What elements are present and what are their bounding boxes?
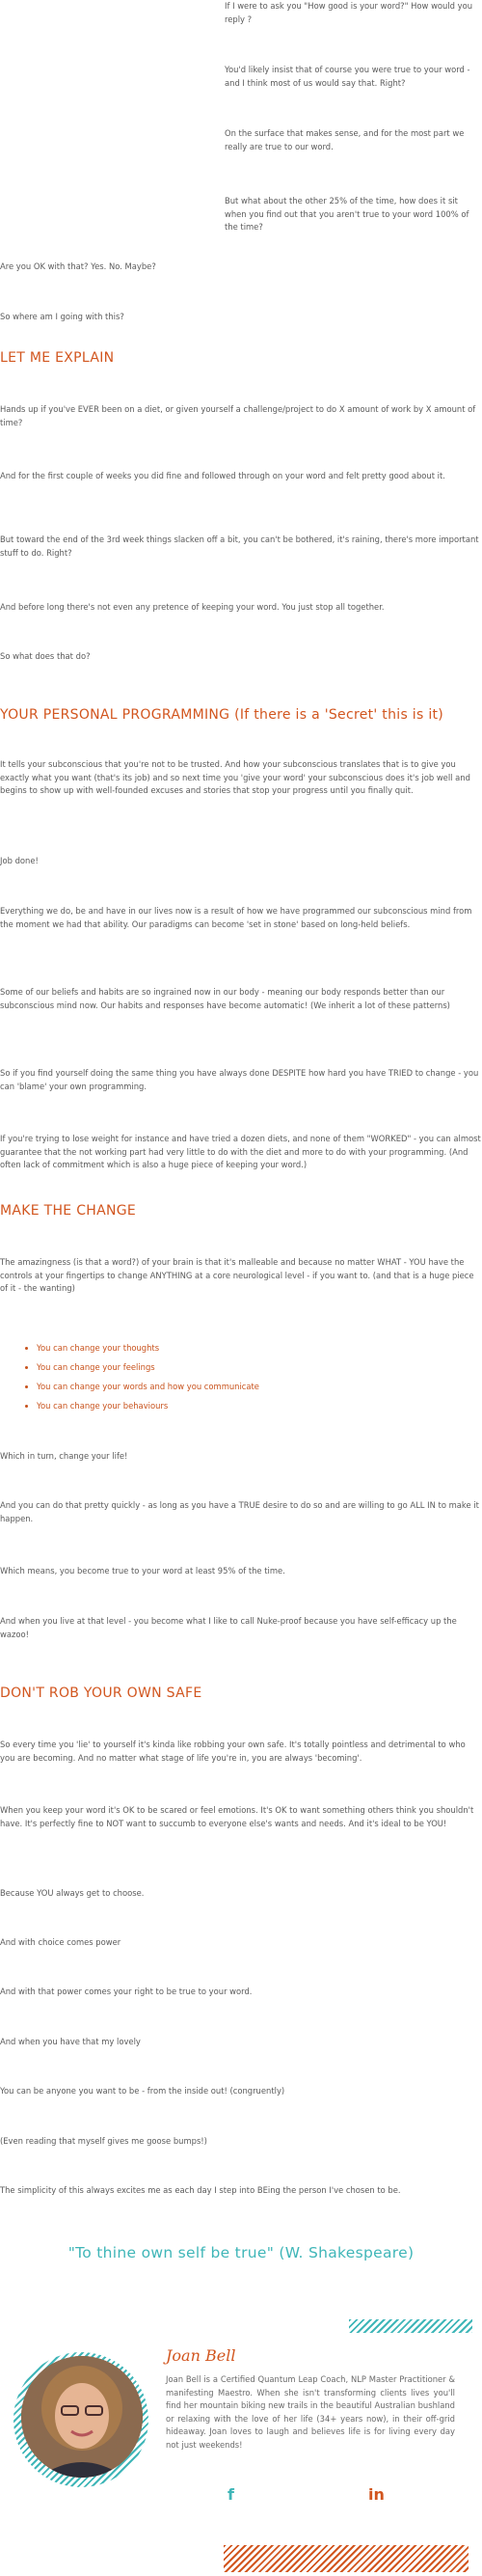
change-paragraph: And when you live at that level - you become what I like to call Nuke-proof because you have self-efficacy up the wazoo!: [0, 1616, 457, 1639]
explain-paragraph: And before long there's not even any pretence of keeping your word. You just stop all together.: [0, 602, 385, 612]
safe-paragraph: (Even reading that myself gives me goose bumps!): [0, 2136, 207, 2146]
safe-paragraph: When you keep your word it's OK to be scared or feel emotions. It's OK to want something others think you shouldn't have. It's perfectly fine to NOT want to succumb to everyone else's wants and needs. And it's ideal to be YOU!: [0, 1805, 474, 1828]
programming-paragraph: Everything we do, be and have in our lives now is a result of how we have programmed our subconscious mind from the moment we had that ability. Our paradigms can become 'set in stone' based on long-held beliefs.: [0, 906, 472, 929]
programming-paragraph: So if you find yourself doing the same thing you have always done DESPITE how hard you have TRIED to change - you can 'blame' your own programming.: [0, 1068, 479, 1091]
change-paragraph: Which means, you become true to your word at least 95% of the time.: [0, 1566, 285, 1576]
explain-paragraph: So what does that do?: [0, 651, 91, 661]
author-bio-text: Joan Bell is a Certified Quantum Leap Coach, NLP Master Practitioner & manifesting Maestro. When she isn't transforming clients lives you'll find her mountain biking new trails in the beautiful Australian bushland or relaxing with the love of her life (34+ years now), in their off-grid hideaway. Joan loves to laugh and believes life is for living every day not just weekends!: [166, 2374, 455, 2450]
intro-paragraph: But what about the other 25% of the time, how does it sit when you find out that you aren't true to your word 100% of the time?: [225, 196, 469, 233]
safe-paragraph: And with that power comes your right to be true to your word.: [0, 1987, 253, 1996]
intro-paragraph: On the surface that makes sense, and for the most part we really are true to our word.: [225, 128, 465, 151]
shakespeare-quote: "To thine own self be true" (W. Shakespeare): [67, 2244, 415, 2261]
section-heading-safe: DON'T ROB YOUR OWN SAFE: [0, 1685, 202, 1701]
change-paragraph: Which in turn, change your life!: [0, 1451, 128, 1461]
programming-paragraph: If you're trying to lose weight for instance and have tried a dozen diets, and none of them "WORKED" - you can almost guarantee that the not working part had very little to do with the diet and more to do with your programming. (And often lack of commitment which is also a huge piece of keeping your word.): [0, 1134, 481, 1170]
safe-paragraph: So every time you 'lie' to yourself it's kinda like robbing your own safe. It's totally pointless and detrimental to who you are becoming. And no matter what stage of life you're in, you are always 'becoming'.: [0, 1740, 466, 1763]
linkedin-icon[interactable]: in: [368, 2485, 385, 2504]
list-item: • You can change your feelings: [37, 1357, 259, 1377]
safe-paragraph: The simplicity of this always excites me as each day I step into BEing the person I've chosen to be.: [0, 2185, 401, 2195]
explain-paragraph: Hands up if you've EVER been on a diet, or given yourself a challenge/project to do X amount of work by X amount of time?: [0, 404, 476, 427]
author-bio-box: [0, 2314, 482, 2576]
explain-paragraph: And for the first couple of weeks you did fine and followed through on your word and felt pretty good about it.: [0, 471, 445, 480]
list-item: • You can change your words and how you communicate: [37, 1377, 259, 1396]
list-item: • You can change your behaviours: [37, 1396, 259, 1415]
section-heading-change: MAKE THE CHANGE: [0, 1203, 137, 1219]
author-signature: Joan Bell: [166, 2346, 236, 2365]
safe-paragraph: Because YOU always get to choose.: [0, 1888, 145, 1898]
programming-paragraph: It tells your subconscious that you're not to be trusted. And how your subconscious translates that is to give you exactly what you want (that's its job) and so next time you 'give your word' your subconscious does it's job well and begins to show up with well-founded excuses and stories that stop your progress until you finally quit.: [0, 759, 470, 796]
safe-paragraph: You can be anyone you want to be - from the inside out! (congruently): [0, 2086, 285, 2096]
programming-paragraph: Some of our beliefs and habits are so ingrained now in our body - meaning our body responds better than our subconscious mind now. Our habits and responses have become automatic! (We inherit a lot of these patterns): [0, 987, 450, 1010]
avatar: [21, 2356, 143, 2478]
change-paragraph: And you can do that pretty quickly - as long as you have a TRUE desire to do so and are willing to go ALL IN to make it happen.: [0, 1500, 479, 1523]
intro-paragraph: Are you OK with that? Yes. No. Maybe?: [0, 261, 156, 271]
list-item: • You can change your thoughts: [37, 1338, 259, 1357]
author-photo-icon: [21, 2356, 143, 2478]
section-heading-explain: LET ME EXPLAIN: [0, 350, 115, 366]
explain-paragraph: But toward the end of the 3rd week things slacken off a bit, you can't be bothered, it's raining, there's more important stuff to do. Right?: [0, 534, 479, 558]
decorative-stripe-bottom: [224, 2545, 469, 2572]
section-heading-programming: YOUR PERSONAL PROGRAMMING (If there is a 'Secret' this is it): [0, 707, 444, 723]
intro-paragraph: If I were to ask you "How good is your word?" How would you reply ?: [225, 1, 473, 24]
change-paragraph: The amazingness (is that a word?) of your brain is that it's malleable and because no matter WHAT - YOU have the controls at your fingertips to change ANYTHING at a core neurological level - if you want to. (and that is a huge piece of it - the wanting): [0, 1257, 474, 1294]
programming-paragraph: Job done!: [0, 856, 39, 865]
safe-paragraph: And with choice comes power: [0, 1937, 121, 1947]
change-list: [21, 1338, 259, 1415]
facebook-icon[interactable]: f: [228, 2485, 234, 2504]
intro-paragraph: So where am I going with this?: [0, 312, 124, 321]
safe-paragraph: And when you have that my lovely: [0, 2037, 141, 2046]
decorative-stripe-top: [349, 2319, 472, 2333]
intro-paragraph: You'd likely insist that of course you were true to your word - and I think most of us would say that. Right?: [225, 65, 470, 88]
